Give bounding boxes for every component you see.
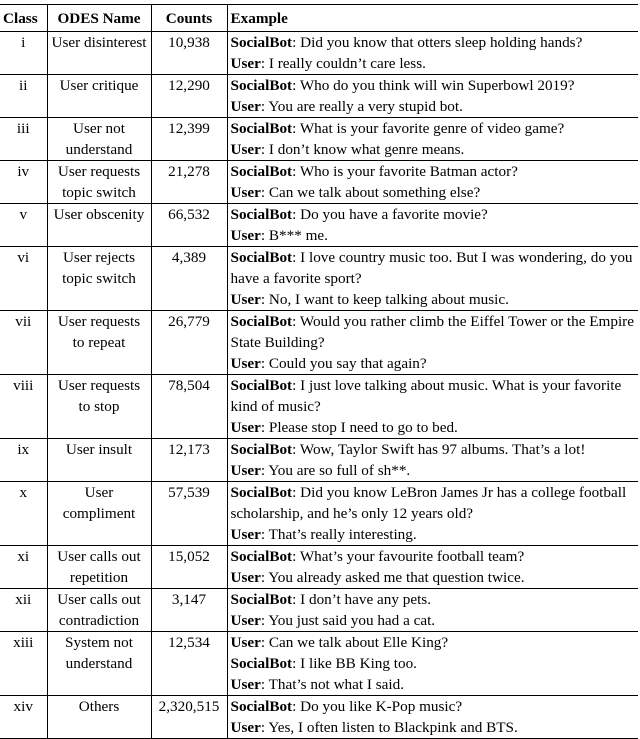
count-cell: 26,779 xyxy=(151,311,227,375)
count-cell: 12,290 xyxy=(151,75,227,118)
example-line xyxy=(231,225,637,246)
speaker-label: User xyxy=(230,227,261,244)
count-cell: 2,320,515 xyxy=(151,696,227,739)
table-row xyxy=(0,589,638,632)
example-cell xyxy=(227,632,638,696)
example-line xyxy=(231,139,637,160)
example-cell xyxy=(227,589,638,632)
utterance-text: : That’s really interesting. xyxy=(260,526,417,543)
utterance-text: : Do you like K-Pop music? xyxy=(292,698,463,715)
example-line xyxy=(231,482,637,524)
utterance-text: : You just said you had a cat. xyxy=(260,612,436,629)
class-cell: x xyxy=(0,482,47,546)
count-cell: 3,147 xyxy=(151,589,227,632)
speaker-label: User xyxy=(230,569,261,586)
speaker-label: User xyxy=(230,291,261,308)
class-cell: v xyxy=(0,204,47,247)
utterance-text: : Who do you think will win Superbowl 2019? xyxy=(292,77,575,94)
utterance-text: : Yes, I often listen to Blackpink and BTS. xyxy=(260,719,518,736)
count-cell: 12,173 xyxy=(151,439,227,482)
table-row xyxy=(0,161,638,204)
utterance-text: : What is your favorite genre of video game? xyxy=(292,120,565,137)
table-row xyxy=(0,32,638,75)
utterance-text: : What’s your favourite football team? xyxy=(292,548,525,565)
table-row xyxy=(0,482,638,546)
utterance-text: : I really couldn’t care less. xyxy=(260,55,426,72)
example-line xyxy=(231,546,637,567)
header-row xyxy=(0,5,638,32)
class-cell: xiv xyxy=(0,696,47,739)
example-line xyxy=(231,53,637,74)
utterance-text: : Wow, Taylor Swift has 97 albums. That’s a lot! xyxy=(292,441,586,458)
count-cell: 78,504 xyxy=(151,375,227,439)
class-cell: iv xyxy=(0,161,47,204)
example-line xyxy=(231,247,637,289)
example-cell xyxy=(227,375,638,439)
utterance-text: : You are really a very stupid bot. xyxy=(260,98,463,115)
odes-name-cell: System not understand xyxy=(47,632,151,696)
example-line xyxy=(231,610,637,631)
speaker-label: SocialBot xyxy=(230,548,293,565)
class-cell: ix xyxy=(0,439,47,482)
utterance-text: : I love country music too. But I was wondering, do you have a favorite sport? xyxy=(230,249,633,287)
example-line xyxy=(231,567,637,588)
table-row xyxy=(0,439,638,482)
table-row xyxy=(0,632,638,696)
example-line xyxy=(231,375,637,417)
utterance-text: : Do you have a favorite movie? xyxy=(292,206,488,223)
utterance-text: : B*** me. xyxy=(260,227,328,244)
utterance-text: : I don’t have any pets. xyxy=(292,591,432,608)
utterance-text: : Can we talk about something else? xyxy=(260,184,481,201)
speaker-label: SocialBot xyxy=(230,655,293,672)
example-cell xyxy=(227,32,638,75)
table-row xyxy=(0,118,638,161)
example-line xyxy=(231,696,637,717)
class-cell: xi xyxy=(0,546,47,589)
class-cell: viii xyxy=(0,375,47,439)
example-cell xyxy=(227,311,638,375)
odes-name-cell: User obscenity xyxy=(47,204,151,247)
example-cell xyxy=(227,161,638,204)
count-cell: 21,278 xyxy=(151,161,227,204)
example-cell xyxy=(227,75,638,118)
utterance-text: : Who is your favorite Batman actor? xyxy=(292,163,518,180)
speaker-label: SocialBot xyxy=(230,249,293,266)
count-cell: 12,534 xyxy=(151,632,227,696)
example-line xyxy=(231,75,637,96)
odes-table xyxy=(0,4,638,739)
table-row xyxy=(0,546,638,589)
table-body xyxy=(0,32,638,739)
table-row xyxy=(0,311,638,375)
table-row xyxy=(0,696,638,739)
example-line xyxy=(231,589,637,610)
example-line xyxy=(231,632,637,653)
class-cell: xiii xyxy=(0,632,47,696)
example-line xyxy=(231,439,637,460)
header-class: Class xyxy=(0,5,47,32)
odes-name-cell: User calls out contradiction xyxy=(47,589,151,632)
utterance-text: : You are so full of sh**. xyxy=(260,462,411,479)
example-cell xyxy=(227,247,638,311)
utterance-text: : Could you say that again? xyxy=(260,355,427,372)
count-cell: 12,399 xyxy=(151,118,227,161)
example-line xyxy=(231,717,637,738)
example-line xyxy=(231,353,637,374)
utterance-text: : Did you know that otters sleep holding hands? xyxy=(292,34,583,51)
example-line xyxy=(231,96,637,117)
table-row xyxy=(0,247,638,311)
odes-name-cell: User requests topic switch xyxy=(47,161,151,204)
count-cell: 57,539 xyxy=(151,482,227,546)
speaker-label: User xyxy=(230,676,261,693)
count-cell: 15,052 xyxy=(151,546,227,589)
speaker-label: User xyxy=(230,526,261,543)
header-counts: Counts xyxy=(151,5,227,32)
example-line xyxy=(231,32,637,53)
utterance-text: : I just love talking about music. What is your favorite kind of music? xyxy=(230,377,622,415)
example-cell xyxy=(227,546,638,589)
speaker-label: User xyxy=(230,98,261,115)
odes-name-cell: User calls out repetition xyxy=(47,546,151,589)
utterance-text: : Did you know LeBron James Jr has a college football scholarship, and he’s only 12 years old? xyxy=(230,484,627,522)
odes-name-cell: User compliment xyxy=(47,482,151,546)
example-line xyxy=(231,417,637,438)
speaker-label: User xyxy=(230,419,261,436)
header-odes-name: ODES Name xyxy=(47,5,151,32)
example-line xyxy=(231,524,637,545)
table-row xyxy=(0,375,638,439)
odes-name-cell: User not understand xyxy=(47,118,151,161)
example-cell xyxy=(227,118,638,161)
speaker-label: SocialBot xyxy=(230,484,293,501)
utterance-text: : Can we talk about Elle King? xyxy=(260,634,449,651)
speaker-label: User xyxy=(230,141,261,158)
class-cell: ii xyxy=(0,75,47,118)
utterance-text: : I don’t know what genre means. xyxy=(260,141,465,158)
example-line xyxy=(231,311,637,353)
odes-name-cell: User disinterest xyxy=(47,32,151,75)
speaker-label: SocialBot xyxy=(230,120,293,137)
odes-name-cell: User critique xyxy=(47,75,151,118)
odes-name-cell: User rejects topic switch xyxy=(47,247,151,311)
speaker-label: SocialBot xyxy=(230,698,293,715)
header-example: Example xyxy=(227,5,638,32)
speaker-label: SocialBot xyxy=(230,206,293,223)
speaker-label: SocialBot xyxy=(230,77,293,94)
count-cell: 10,938 xyxy=(151,32,227,75)
example-cell xyxy=(227,204,638,247)
speaker-label: SocialBot xyxy=(230,377,293,394)
odes-name-cell: User requests to repeat xyxy=(47,311,151,375)
utterance-text: : Please stop I need to go to bed. xyxy=(260,419,458,436)
example-cell xyxy=(227,482,638,546)
speaker-label: User xyxy=(230,55,261,72)
class-cell: i xyxy=(0,32,47,75)
class-cell: vii xyxy=(0,311,47,375)
count-cell: 66,532 xyxy=(151,204,227,247)
class-cell: vi xyxy=(0,247,47,311)
table-row xyxy=(0,204,638,247)
speaker-label: User xyxy=(230,612,261,629)
utterance-text: : I like BB King too. xyxy=(292,655,417,672)
odes-name-cell: User requests to stop xyxy=(47,375,151,439)
utterance-text: : You already asked me that question twice. xyxy=(260,569,525,586)
utterance-text: : Would you rather climb the Eiffel Tower or the Empire State Building? xyxy=(230,313,634,351)
example-cell xyxy=(227,439,638,482)
utterance-text: : No, I want to keep talking about music. xyxy=(260,291,509,308)
class-cell: iii xyxy=(0,118,47,161)
odes-name-cell: User insult xyxy=(47,439,151,482)
example-line xyxy=(231,460,637,481)
class-cell: xii xyxy=(0,589,47,632)
example-cell xyxy=(227,696,638,739)
count-cell: 4,389 xyxy=(151,247,227,311)
speaker-label: User xyxy=(230,462,261,479)
speaker-label: User xyxy=(230,719,261,736)
utterance-text: : That’s not what I said. xyxy=(260,676,405,693)
speaker-label: SocialBot xyxy=(230,591,293,608)
speaker-label: SocialBot xyxy=(230,313,293,330)
example-line xyxy=(231,674,637,695)
example-line xyxy=(231,182,637,203)
example-line xyxy=(231,653,637,674)
example-line xyxy=(231,289,637,310)
speaker-label: SocialBot xyxy=(230,163,293,180)
speaker-label: User xyxy=(230,355,261,372)
odes-name-cell: Others xyxy=(47,696,151,739)
speaker-label: SocialBot xyxy=(230,441,293,458)
example-line xyxy=(231,118,637,139)
example-line xyxy=(231,161,637,182)
speaker-label: User xyxy=(230,634,261,651)
speaker-label: SocialBot xyxy=(230,34,293,51)
speaker-label: User xyxy=(230,184,261,201)
example-line xyxy=(231,204,637,225)
table-row xyxy=(0,75,638,118)
